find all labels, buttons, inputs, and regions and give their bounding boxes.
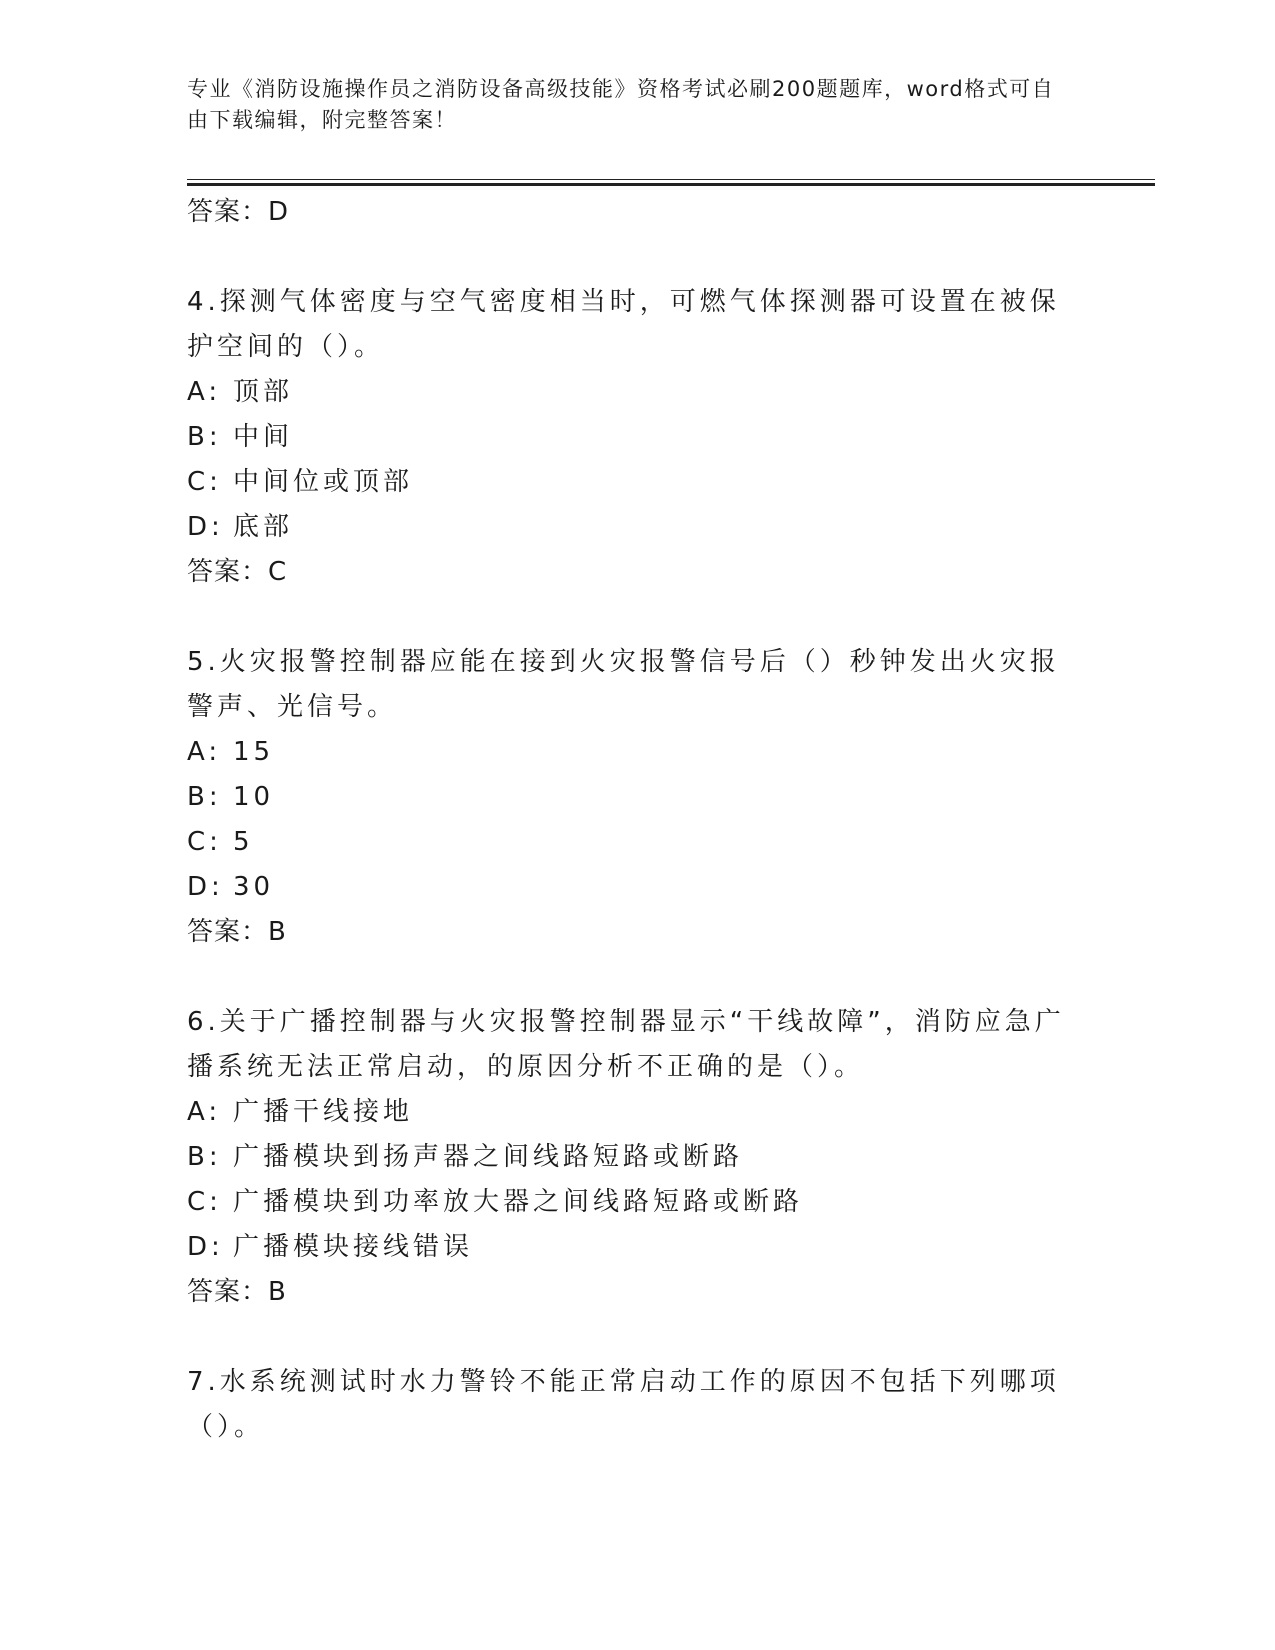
answer-label: 答案： [187,1277,269,1307]
answer-line [187,910,1067,954]
option-text: 广播模块接线错误 [233,1232,474,1262]
answer-value: B [268,1277,287,1307]
option-key: A: [187,377,222,407]
option [187,1225,1067,1270]
option [187,1135,1067,1180]
option-key: B: [187,1142,222,1172]
answer-line [187,1270,1067,1314]
answer-line [187,550,1067,594]
option [187,865,1067,910]
option [187,415,1067,460]
option [187,1090,1067,1135]
option-text: 中间 [233,422,294,452]
header-divider-thin [187,179,1155,180]
answer-value: D [268,197,290,227]
answer-label: 答案： [187,197,269,227]
option-key: C: [187,1187,222,1217]
option-key: D: [187,1232,224,1262]
option-text: 15 [233,737,275,767]
option [187,775,1067,820]
answer-value: C [268,557,288,587]
question-stem: 5.火灾报警控制器应能在接到火灾报警信号后（）秒钟发出火灾报警声、光信号。 [187,647,1060,722]
option-text: 中间位或顶部 [233,467,414,497]
option-key: C: [187,467,222,497]
answer-line [187,190,1067,234]
option-key: B: [187,422,222,452]
option [187,460,1067,505]
option-text: 顶部 [233,377,294,407]
question-stem: 4.探测气体密度与空气密度相当时，可燃气体探测器可设置在被保护空间的（）。 [187,287,1060,362]
option-key: C: [187,827,222,857]
option-text: 广播模块到扬声器之间线路短路或断路 [233,1142,744,1172]
answer-label: 答案： [187,557,269,587]
option-text: 30 [233,872,275,902]
option-text: 广播干线接地 [233,1097,414,1127]
page-header: 专业《消防设施操作员之消防设备高级技能》资格考试必刷200题题库，word格式可自由下载编辑，附完整答案！ [187,77,1055,132]
answer-value: B [268,917,287,947]
question-stem: 7.水系统测试时水力警铃不能正常启动工作的原因不包括下列哪项（）。 [187,1367,1060,1442]
answer-label: 答案： [187,917,269,947]
option [187,730,1067,775]
option-key: A: [187,1097,222,1127]
option-key: A: [187,737,222,767]
option-key: D: [187,512,224,542]
option [187,505,1067,550]
option-key: D: [187,872,224,902]
question-stem: 6.关于广播控制器与火灾报警控制器显示“干线故障”，消防应急广播系统无法正常启动，的原因分析不正确的是（）。 [187,1007,1065,1082]
question-list [187,190,1067,1450]
option-text: 5 [233,827,254,857]
option [187,1180,1067,1225]
option [187,370,1067,415]
option-text: 底部 [233,512,294,542]
option-text: 广播模块到功率放大器之间线路短路或断路 [233,1187,804,1217]
header-divider-thick [187,183,1155,186]
option-text: 10 [233,782,275,812]
option-key: B: [187,782,222,812]
option [187,820,1067,865]
